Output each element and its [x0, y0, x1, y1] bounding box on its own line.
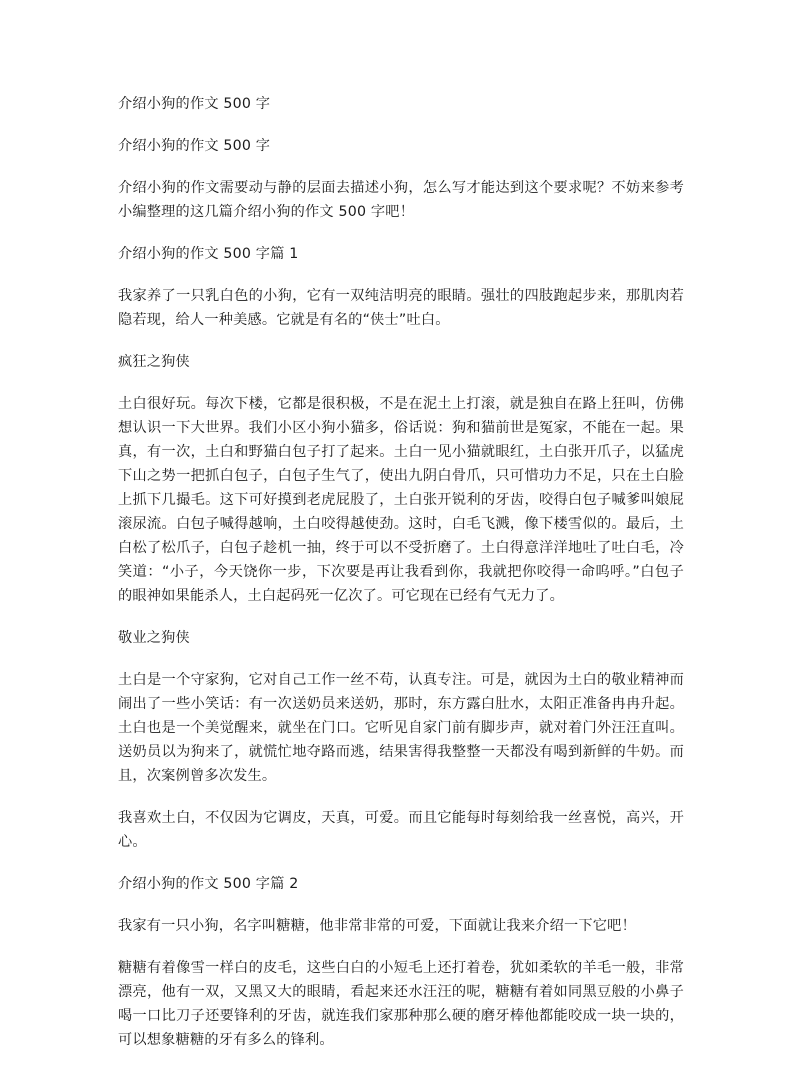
section1-body: 土白很好玩。每次下楼，它都是很积极，不是在泥土上打滚，就是独自在路上狂叫，仿佛想认识一下大世界。我们小区小狗小猫多，俗话说：狗和猫前世是冤家，不能在一起。果真，有一次，土白和野猫白包子打了起来。土白一见小猫就眼红，土白张开爪子，以猛虎下山之势一把抓白包子，白包子生气了，使出九阴白骨爪，只可惜功力不足，只在土白脸上抓下几撮毛。这下可好摸到老虎屁股了，土白张开锐利的牙齿，咬得白包子喊爹叫娘屁滚尿流。白包子喊得越响，土白咬得越使劲。这时，白毛飞溅，像下楼雪似的。最后，土白松了松爪子，白包子趁机一抽，终于可以不受折磨了。土白得意洋洋地吐了吐白毛，冷笑道：“小子，今天饶你一步，下次要是再让我看到你，我就把你咬得一命呜呼。”白包子的眼神如果能杀人，土白起码死一亿次了。可它现在已经有气无力了。 [118, 396, 684, 604]
intro-paragraph: 介绍小狗的作文需要动与静的层面去描述小狗，怎么写才能达到这个要求呢？不妨来参考小编整理的这几篇介绍小狗的作文 500 字吧！ [118, 180, 684, 220]
essay1-paragraph-1: 我家养了一只乳白色的小狗，它有一双纯洁明亮的眼睛。强壮的四肢跑起步来，那肌肉若隐若现，给人一种美感。它就是有名的“侠士”吐白。 [118, 288, 684, 328]
document-page [118, 92, 684, 1070]
document-subtitle: 介绍小狗的作文 500 字 [118, 138, 271, 154]
section2-body: 土白是一个守家狗，它对自己工作一丝不苟，认真专注。可是，就因为土白的敬业精神而闹出了一些小笑话：有一次送奶员来送奶，那时，东方露白肚水，太阳正准备冉冉升起。土白也是一个美觉醒来，就坐在门口。它听见自家门前有脚步声，就对着门外汪汪直叫。送奶员以为狗来了，就慌忙地夺路而逃，结果害得我整整一天都没有喝到新鲜的牛奶。而且，次案例曾多次发生。 [118, 672, 684, 784]
section2-heading: 敬业之狗侠 [118, 630, 190, 646]
essay2-paragraph-1: 我家有一只小狗，名字叫糖糖，他非常非常的可爱，下面就让我来介绍一下它吧！ [118, 918, 636, 934]
essay1-closing: 我喜欢土白，不仅因为它调皮，天真，可爱。而且它能每时每刻给我一丝喜悦，高兴，开心。 [118, 810, 684, 850]
document-title: 介绍小狗的作文 500 字 [118, 96, 271, 112]
essay2-paragraph-2: 糖糖有着像雪一样白的皮毛，这些白白的小短毛上还打着卷，犹如柔软的羊毛一般，非常漂亮，他有一双，又黑又大的眼睛，看起来还水汪汪的呢，糖糖有着如同黑豆般的小鼻子喝一口比刀子还要锋利的牙齿，就连我们家那种那么硬的磨牙棒他都能咬成一块一块的，可以想象糖糖的牙有多么的锋利。 [118, 960, 684, 1048]
section1-heading: 疯狂之狗侠 [118, 354, 190, 370]
essay1-heading: 介绍小狗的作文 500 字篇 1 [118, 246, 299, 262]
essay2-heading: 介绍小狗的作文 500 字篇 2 [118, 876, 299, 892]
